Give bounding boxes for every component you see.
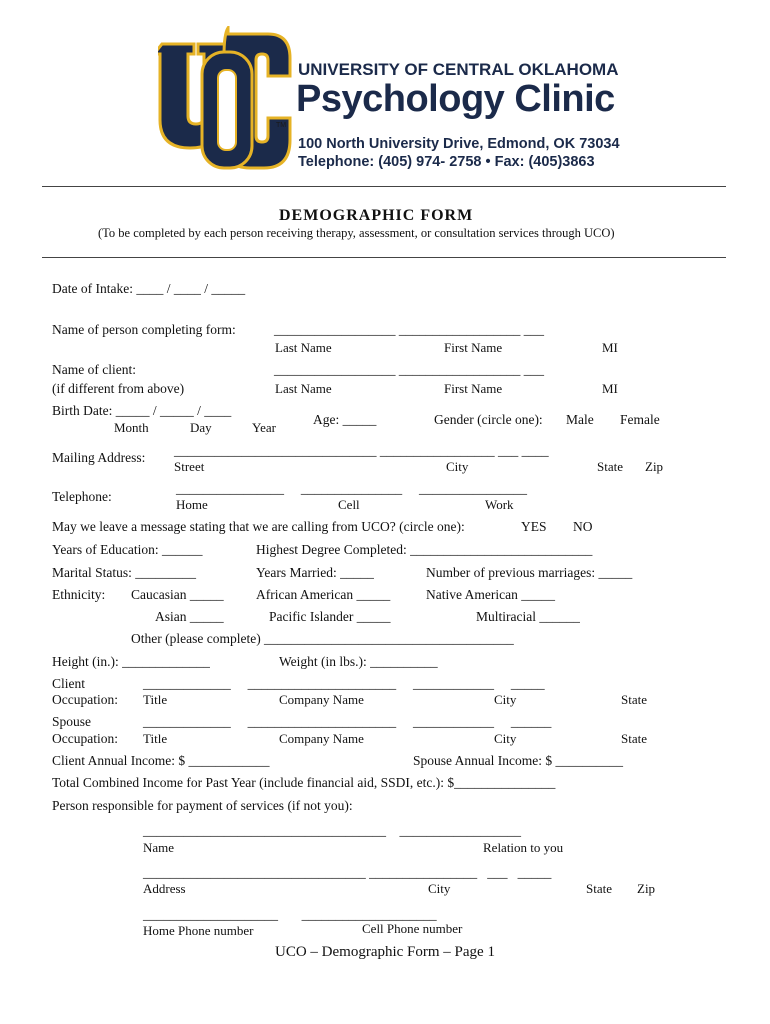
name-completing-lines[interactable]: __________________ __________________ ___ — [274, 322, 544, 337]
first-name-caption: First Name — [444, 381, 503, 396]
work-caption: Work — [485, 497, 514, 512]
gender-male-option[interactable]: Male — [566, 412, 594, 427]
state-caption: State — [586, 881, 612, 896]
relation-caption: Relation to you — [483, 840, 564, 855]
client-label: Client — [52, 676, 85, 691]
ethnicity-other[interactable]: Other (please complete) _____________________________________ — [131, 631, 514, 646]
zip-caption: Zip — [645, 459, 664, 474]
clinic-name: Psychology Clinic — [296, 78, 615, 120]
ethnicity-multiracial[interactable]: Multiracial ______ — [476, 609, 580, 624]
name-completing-label: Name of person completing form: — [52, 322, 236, 337]
company-name-caption: Company Name — [279, 692, 364, 707]
if-different-note: (if different from above) — [52, 381, 185, 396]
title-caption: Title — [143, 731, 168, 746]
mi-caption: MI — [602, 381, 618, 396]
spouse-label: Spouse — [52, 714, 92, 729]
mailing-address-lines[interactable]: ______________________________ _________________ ___ ____ — [174, 443, 549, 458]
responsible-phone-lines[interactable]: ____________________ ____________________ — [143, 907, 437, 922]
spouse-occupation-lines[interactable]: _____________ ______________________ ____________ ______ — [143, 714, 552, 729]
trademark: TM — [276, 122, 287, 129]
name-client-label: Name of client: — [52, 362, 136, 377]
mi-caption: MI — [602, 340, 618, 355]
city-caption: City — [494, 692, 517, 707]
responsible-party-label: Person responsible for payment of services (if not you): — [52, 798, 353, 813]
state-caption: State — [621, 731, 647, 746]
responsible-address-lines[interactable]: _________________________________ ________________ ___ _____ — [143, 865, 552, 880]
title-caption: Title — [143, 692, 168, 707]
clinic-header — [158, 26, 620, 174]
previous-marriages-field[interactable]: Number of previous marriages: _____ — [426, 565, 633, 580]
ethnicity-label: Ethnicity: — [52, 587, 106, 602]
state-caption: State — [597, 459, 623, 474]
responsible-name-lines[interactable]: ____________________________________ __________________ — [143, 823, 521, 838]
clinic-phone: Telephone: (405) 974- 2758 • Fax: (405)3863 — [298, 154, 595, 170]
address-caption: Address — [143, 881, 186, 896]
city-caption: City — [446, 459, 469, 474]
birth-date-field[interactable]: Birth Date: _____ / _____ / ____ — [52, 403, 232, 418]
home-caption: Home — [176, 497, 208, 512]
cell-phone-caption: Cell Phone number — [362, 921, 463, 936]
years-married-field[interactable]: Years Married: _____ — [256, 565, 374, 580]
weight-field[interactable]: Weight (in lbs.): __________ — [279, 654, 438, 669]
ethnicity-native-american[interactable]: Native American _____ — [426, 587, 555, 602]
ethnicity-caucasian[interactable]: Caucasian _____ — [131, 587, 224, 602]
occupation-label: Occupation: — [52, 692, 118, 707]
uco-logo — [158, 26, 298, 174]
day-caption: Day — [190, 420, 212, 435]
height-field[interactable]: Height (in.): _____________ — [52, 654, 210, 669]
telephone-lines[interactable]: ________________ _______________ ________________ — [176, 481, 527, 496]
mailing-address-label: Mailing Address: — [52, 450, 146, 465]
total-income-field[interactable]: Total Combined Income for Past Year (include financial aid, SSDI, etc.): $_______________ — [52, 775, 556, 790]
last-name-caption: Last Name — [275, 340, 332, 355]
home-phone-caption: Home Phone number — [143, 923, 254, 938]
city-caption: City — [494, 731, 517, 746]
street-caption: Street — [174, 459, 205, 474]
years-education-field[interactable]: Years of Education: ______ — [52, 542, 203, 557]
title-divider — [42, 257, 726, 258]
message-yes-option[interactable]: YES — [521, 519, 547, 534]
gender-label: Gender (circle one): — [434, 412, 543, 427]
form-subtitle: (To be completed by each person receiving therapy, assessment, or consultation services through UCO) — [98, 226, 615, 240]
year-caption: Year — [252, 420, 276, 435]
name-caption: Name — [143, 840, 175, 855]
cell-caption: Cell — [338, 497, 360, 512]
header-divider — [42, 186, 726, 187]
first-name-caption: First Name — [444, 340, 503, 355]
ethnicity-african-american[interactable]: African American _____ — [256, 587, 391, 602]
gender-female-option[interactable]: Female — [620, 412, 660, 427]
spouse-income-field[interactable]: Spouse Annual Income: $ __________ — [413, 753, 623, 768]
zip-caption: Zip — [637, 881, 656, 896]
city-caption: City — [428, 881, 451, 896]
name-client-lines[interactable]: __________________ __________________ ___ — [274, 362, 544, 377]
client-income-field[interactable]: Client Annual Income: $ ____________ — [52, 753, 270, 768]
form-title: DEMOGRAPHIC FORM — [279, 207, 474, 224]
message-no-option[interactable]: NO — [573, 519, 593, 534]
occupation-label: Occupation: — [52, 731, 118, 746]
date-of-intake-field[interactable]: Date of Intake: ____ / ____ / _____ — [52, 281, 246, 296]
telephone-label: Telephone: — [52, 489, 112, 504]
page-footer: UCO – Demographic Form – Page 1 — [275, 944, 495, 960]
university-name: UNIVERSITY OF CENTRAL OKLAHOMA — [298, 60, 619, 79]
clinic-address: 100 North University Drive, Edmond, OK 73034 — [298, 136, 620, 152]
month-caption: Month — [114, 420, 149, 435]
ethnicity-asian[interactable]: Asian _____ — [155, 609, 224, 624]
client-occupation-lines[interactable]: _____________ ______________________ ____________ _____ — [143, 676, 545, 691]
highest-degree-field[interactable]: Highest Degree Completed: ___________________________ — [256, 542, 593, 557]
ethnicity-pacific-islander[interactable]: Pacific Islander _____ — [269, 609, 391, 624]
marital-status-field[interactable]: Marital Status: _________ — [52, 565, 196, 580]
state-caption: State — [621, 692, 647, 707]
last-name-caption: Last Name — [275, 381, 332, 396]
age-field[interactable]: Age: _____ — [313, 412, 377, 427]
message-question: May we leave a message stating that we are calling from UCO? (circle one): — [52, 519, 465, 534]
company-name-caption: Company Name — [279, 731, 364, 746]
